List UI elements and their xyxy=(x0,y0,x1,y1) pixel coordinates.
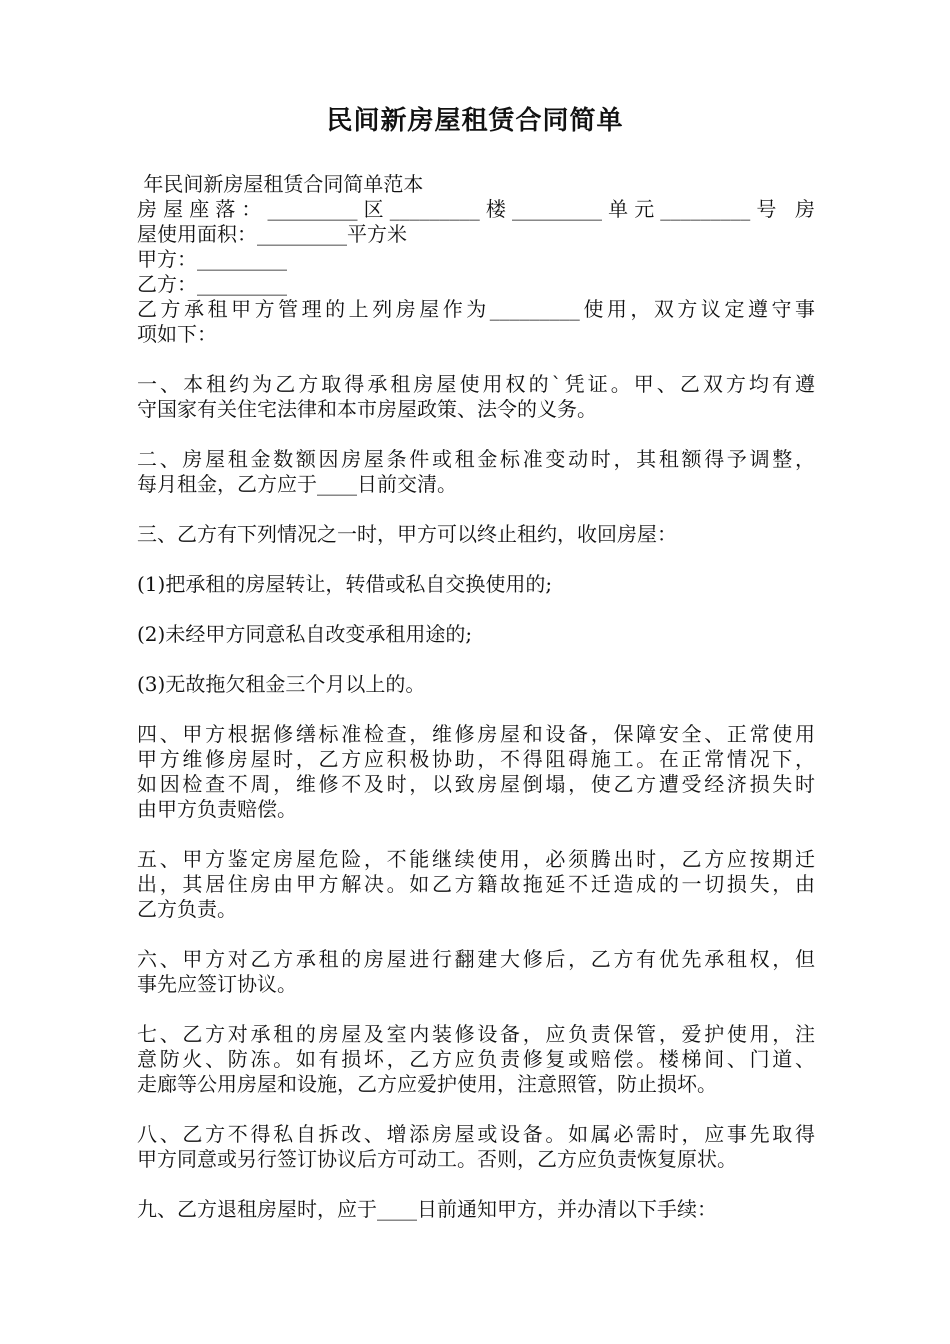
header-line: 甲方：_________ xyxy=(137,247,287,271)
clause-paragraph xyxy=(137,572,815,597)
clause-line: 意防火、防冻。如有损坏，乙方应负责修复或赔偿。楼梯间、门道、 xyxy=(137,1047,815,1071)
clause-line: 四、甲方根据修缮标准检查，维修房屋和设备，保障安全、正常使用 xyxy=(137,722,815,746)
document-body xyxy=(137,172,815,1247)
clause-line: 八、乙方不得私自拆改、增添房屋或设备。如属必需时，应事先取得 xyxy=(137,1122,815,1146)
clause-line: (1)把承租的房屋转让，转借或私自交换使用的; xyxy=(137,572,553,596)
clause-paragraph xyxy=(137,1022,815,1097)
header-line: 乙方：_________ xyxy=(137,272,287,296)
clause-paragraph xyxy=(137,672,815,697)
header-line: 乙方承租甲方管理的上列房屋作为_________使用，双方议定遵守事 xyxy=(137,297,815,321)
document-title: 民间新房屋租赁合同简单 xyxy=(326,106,624,136)
clause-line: 出，其居住房由甲方解决。如乙方籍故拖延不迁造成的一切损失，由 xyxy=(137,872,815,896)
clause-line: 七、乙方对承租的房屋及室内装修设备，应负责保管，爱护使用，注 xyxy=(137,1022,815,1046)
header-line: 屋使用面积：_________平方米 xyxy=(137,222,407,246)
clause-line: 乙方负责。 xyxy=(137,897,237,921)
header-line: 项如下： xyxy=(137,322,217,346)
clause-line: 二、房屋租金数额因房屋条件或租金标准变动时，其租额得予调整， xyxy=(137,447,815,471)
clause-line: 事先应签订协议。 xyxy=(137,972,297,996)
clause-line: (3)无故拖欠租金三个月以上的。 xyxy=(137,672,426,696)
clause-line: 三、乙方有下列情况之一时，甲方可以终止租约，收回房屋： xyxy=(137,522,677,546)
clause-line: 甲方同意或另行签订协议后方可动工。否则，乙方应负责恢复原状。 xyxy=(137,1147,737,1171)
clause-line: 每月租金，乙方应于____日前交清。 xyxy=(137,472,457,496)
clause-paragraph xyxy=(137,722,815,822)
clause-paragraph xyxy=(137,622,815,647)
clause-paragraph xyxy=(137,947,815,997)
clause-line: (2)未经甲方同意私自改变承租用途的; xyxy=(137,622,473,646)
clause-paragraph xyxy=(137,1197,815,1222)
clause-line: 守国家有关住宅法律和本市房屋政策、法令的义务。 xyxy=(137,397,597,421)
contract-header-block xyxy=(137,172,815,347)
clause-line: 一、本租约为乙方取得承租房屋使用权的`凭证。甲、乙双方均有遵 xyxy=(137,372,815,396)
header-line: 年民间新房屋租赁合同简单范本 xyxy=(137,172,424,196)
clause-paragraph xyxy=(137,372,815,422)
clause-line: 九、乙方退租房屋时，应于____日前通知甲方，并办清以下手续： xyxy=(137,1197,717,1221)
clause-line: 六、甲方对乙方承租的房屋进行翻建大修后，乙方有优先承租权，但 xyxy=(137,947,815,971)
clause-line: 五、甲方鉴定房屋危险，不能继续使用，必须腾出时，乙方应按期迁 xyxy=(137,847,815,871)
header-line: 房屋座落：_________区_________楼_________单元_________号 房 xyxy=(137,197,815,221)
clause-line: 甲方维修房屋时，乙方应积极协助，不得阻碍施工。在正常情况下， xyxy=(137,747,815,771)
clause-paragraph xyxy=(137,522,815,547)
clause-line: 走廊等公用房屋和设施，乙方应爱护使用，注意照管，防止损坏。 xyxy=(137,1072,717,1096)
clause-paragraph xyxy=(137,847,815,922)
clause-list xyxy=(137,372,815,1222)
clause-line: 如因检查不周，维修不及时，以致房屋倒塌，使乙方遭受经济损失时 xyxy=(137,772,815,796)
clause-paragraph xyxy=(137,1122,815,1172)
clause-paragraph xyxy=(137,447,815,497)
clause-line: 由甲方负责赔偿。 xyxy=(137,797,297,821)
